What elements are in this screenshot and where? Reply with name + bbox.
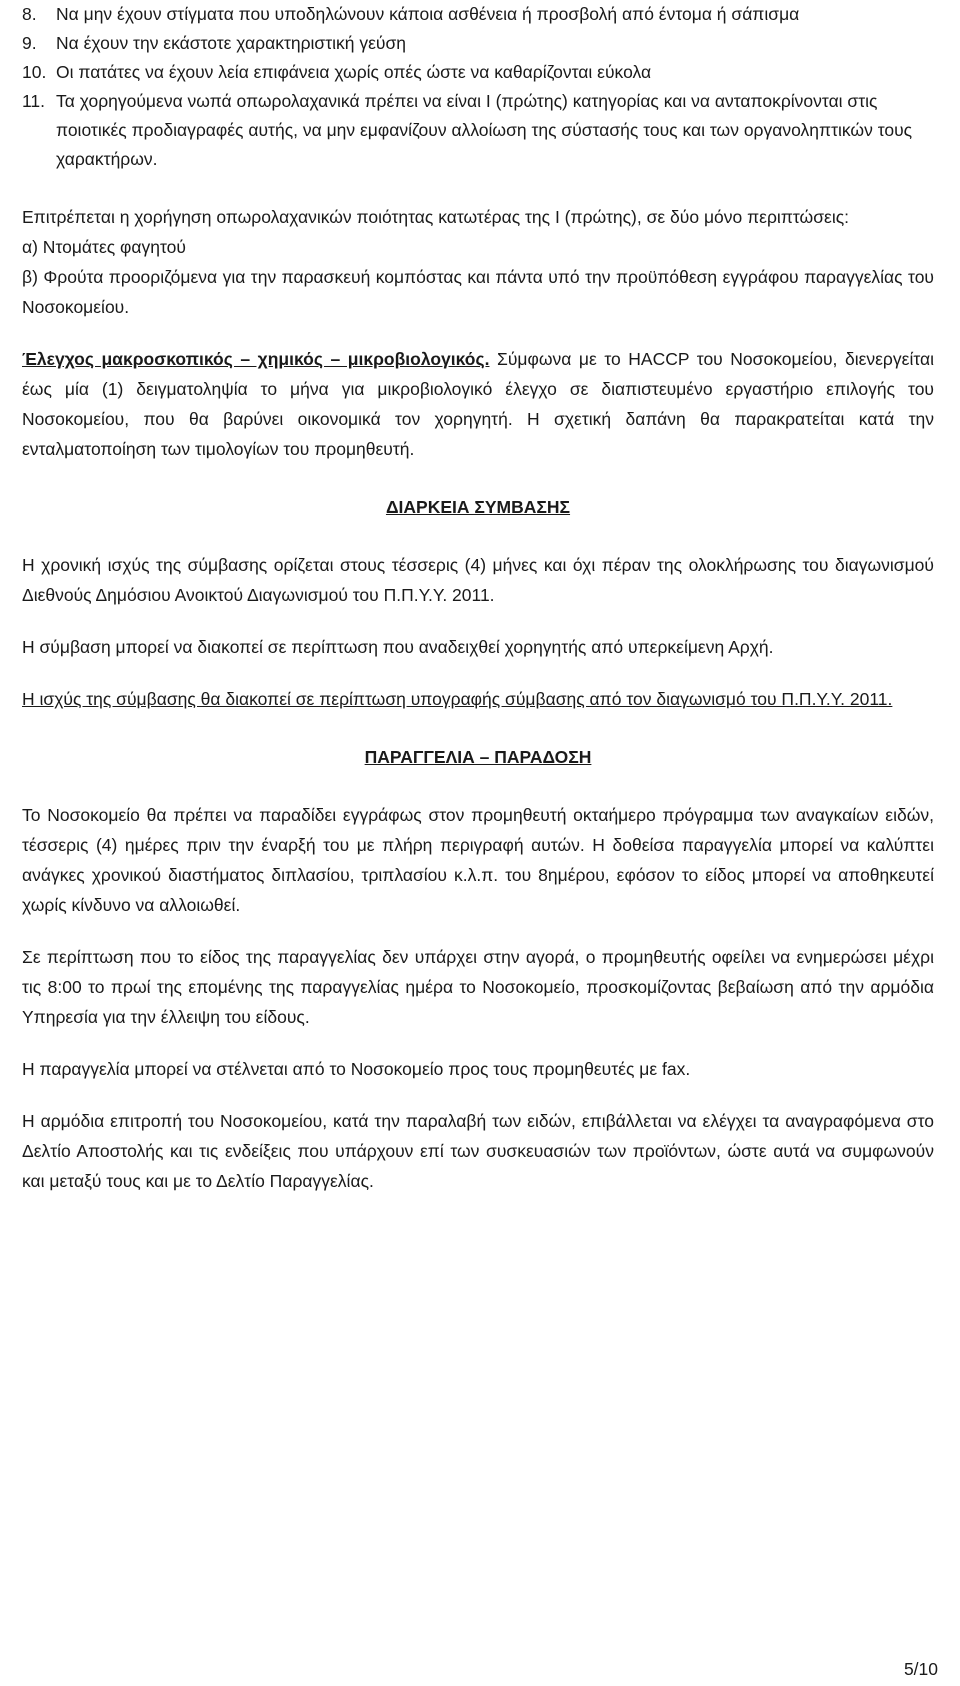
page-number: 5/10 bbox=[903, 1659, 938, 1679]
duration-paragraph-3: Η ισχύς της σύμβασης θα διακοπεί σε περίπτωση υπογραφής σύμβασης από τον διαγωνισμό του Π.Π.Υ.Υ. 2011. bbox=[22, 689, 893, 709]
list-item-text: Να μην έχουν στίγματα που υποδηλώνουν κάποια ασθένεια ή προσβολή από έντομα ή σάπισμα bbox=[56, 4, 800, 24]
quality-requirements-list bbox=[22, 0, 934, 174]
duration-heading: ΔΙΑΡΚΕΙΑ ΣΥΜΒΑΣΗΣ bbox=[385, 497, 571, 517]
list-item-number: 10. bbox=[22, 62, 47, 82]
exception-case-a: α) Ντομάτες φαγητού bbox=[22, 237, 186, 257]
list-item-text: Να έχουν την εκάστοτε χαρακτηριστική γεύση bbox=[56, 33, 407, 53]
order-heading: ΠΑΡΑΓΓΕΛΙΑ – ΠΑΡΑΔΟΣΗ bbox=[364, 747, 592, 767]
exception-intro: Επιτρέπεται η χορήγηση οπωρολαχανικών ποιότητας κατωτέρας της Ι (πρώτης), σε δύο μόνο περιπτώσεις: bbox=[22, 207, 850, 227]
list-item-text: Οι πατάτες να έχουν λεία επιφάνεια χωρίς οπές ώστε να καθαρίζονται εύκολα bbox=[56, 62, 652, 82]
order-paragraph-1: Το Νοσοκομείο θα πρέπει να παραδίδει εγγράφως στον προμηθευτή οκταήμερο πρόγραμμα των αναγκαίων ειδών, τέσσερις (4) ημέρες πριν την έναρξή του με πλήρη περιγραφή αυτών. Η δοθείσα παραγγελία μπορεί να καλύπτει ανάγκες χρονικού διαστήματος διπλασίου, τριπλασίου κ.λ.π. του 8ημέρου, εφόσον το είδος μπορεί να αποθηκευτεί χωρίς κίνδυνο να αλλοιωθεί. bbox=[22, 805, 934, 915]
order-paragraph-2: Σε περίπτωση που το είδος της παραγγελίας δεν υπάρχει στην αγορά, ο προμηθευτής οφείλει να ενημερώσει μέχρι τις 8:00 το πρωί της επομένης της παραγγελίας ημέρα το Νοσοκομείο, προσκομίζοντας βεβαίωση από την αρμόδια Υπηρεσία για την έλλειψη του είδους. bbox=[22, 947, 934, 1027]
order-paragraph-4: Η αρμόδια επιτροπή του Νοσοκομείου, κατά την παραλαβή των ειδών, επιβάλλεται να ελέγχει τα αναγραφόμενα στο Δελτίο Αποστολής και τις ενδείξεις που υπάρχουν επί των συσκευασιών των προϊόντων, ώστε αυτά να συμφωνούν και μεταξύ τους και με το Δελτίο Παραγγελίας. bbox=[22, 1111, 934, 1191]
list-item-text: Τα χορηγούμενα νωπά οπωρολαχανικά πρέπει να είναι Ι (πρώτης) κατηγορίας και να ανταποκρίνονται στις ποιοτικές προδιαγραφές αυτής, να μην εμφανίζουν αλλοίωση της σύστασής τους και των οργανοληπτικών τους χαρακτήρων. bbox=[56, 91, 913, 169]
control-label: Έλεγχος μακροσκοπικός – χημικός – μικροβιολογικός. bbox=[22, 349, 490, 369]
duration-paragraph-2: Η σύμβαση μπορεί να διακοπεί σε περίπτωση που αναδειχθεί χορηγητής από υπερκείμενη Αρχή. bbox=[22, 637, 774, 657]
list-item-number: 11. bbox=[22, 91, 46, 111]
control-text: Σύμφωνα με το HACCP του Νοσοκομείου, διενεργείται έως μία (1) δειγματοληψία το μήνα για μικροβιολογικό έλεγχο σε διαπιστευμένο εργαστήριο επιλογής του Νοσοκομείου, που θα βαρύνει οικονομικά τον χορηγητή. Η σχετική δαπάνη θα παρακρατείται κατά την ενταλματοποίηση των τιμολογίων του προμηθευτή. bbox=[22, 349, 934, 459]
list-item bbox=[22, 58, 934, 87]
list-item bbox=[22, 87, 934, 174]
list-item bbox=[22, 0, 934, 29]
order-paragraph-3: Η παραγγελία μπορεί να στέλνεται από το Νοσοκομείο προς τους προμηθευτές με fax. bbox=[22, 1059, 691, 1079]
document-page bbox=[22, 0, 934, 1196]
list-item-number: 9. bbox=[22, 33, 37, 53]
control-paragraph bbox=[22, 344, 934, 464]
list-item bbox=[22, 29, 934, 58]
duration-paragraph-1: Η χρονική ισχύς της σύμβασης ορίζεται στους τέσσερις (4) μήνες και όχι πέραν της ολοκλήρωσης του διαγωνισμού Διεθνούς Δημόσιου Ανοικτού Διαγωνισμού του Π.Π.Υ.Υ. 2011. bbox=[22, 555, 934, 605]
list-item-number: 8. bbox=[22, 4, 37, 24]
exception-case-b: β) Φρούτα προοριζόμενα για την παρασκευή κομπόστας και πάντα υπό την προϋπόθεση εγγράφου παραγγελίας του Νοσοκομείου. bbox=[22, 267, 934, 317]
